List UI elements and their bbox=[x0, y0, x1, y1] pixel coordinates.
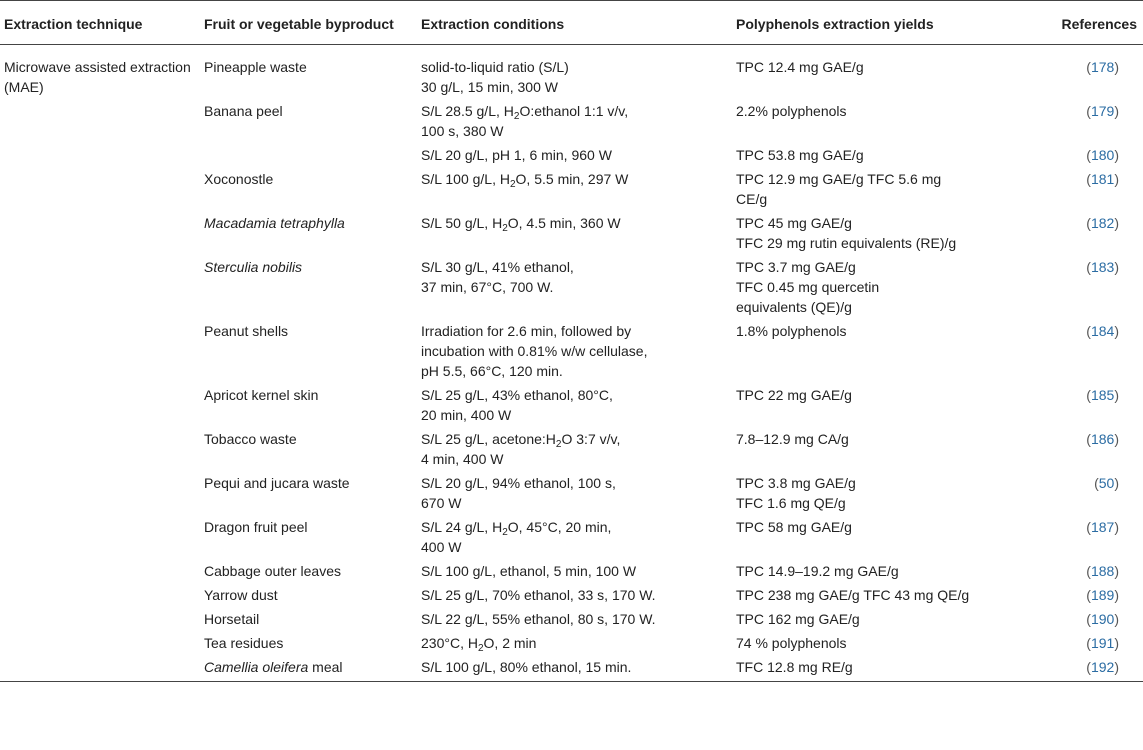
technique-cell: Microwave assisted extraction (MAE) bbox=[4, 59, 191, 95]
byproduct-cell: Dragon fruit peel bbox=[204, 519, 308, 535]
header-references: References bbox=[1035, 1, 1143, 45]
byproduct-cell: Apricot kernel skin bbox=[204, 387, 319, 403]
reference-cell: (179) bbox=[1086, 103, 1119, 119]
reference-link[interactable]: 184 bbox=[1090, 323, 1115, 339]
byproduct-cell bbox=[200, 257, 417, 321]
conditions-cell bbox=[417, 517, 732, 561]
table-row bbox=[0, 561, 1143, 585]
condition-line: S/L 50 g/L, $H_2O$, 4.5 min, 360 W bbox=[421, 215, 621, 234]
table-row bbox=[0, 385, 1143, 429]
byproduct-cell bbox=[200, 145, 417, 169]
byproduct-cell: Camellia oleifera meal bbox=[200, 657, 417, 682]
byproduct-cell: Pineapple waste bbox=[204, 59, 307, 75]
yield-line: 74 % polyphenols bbox=[736, 635, 847, 651]
yield-line: 7.8–12.9 mg CA/g bbox=[736, 431, 849, 447]
conditions-cell bbox=[417, 561, 732, 585]
reference-link[interactable]: 186 bbox=[1090, 431, 1115, 447]
table-row bbox=[0, 473, 1143, 517]
byproduct-cell: Cabbage outer leaves bbox=[204, 563, 341, 579]
reference-cell: (191) bbox=[1086, 635, 1119, 651]
byproduct-cell: Yarrow dust bbox=[204, 587, 278, 603]
yield-line: TPC 3.8 mg GAE/g bbox=[736, 475, 856, 491]
yield-line: TPC 22 mg GAE/g bbox=[736, 387, 852, 403]
reference-link[interactable]: 185 bbox=[1090, 387, 1115, 403]
conditions-cell bbox=[417, 213, 732, 257]
technique-cell bbox=[0, 257, 200, 321]
reference-link[interactable]: 182 bbox=[1090, 215, 1115, 231]
reference-link[interactable]: 189 bbox=[1090, 587, 1115, 603]
reference-cell: (189) bbox=[1086, 587, 1119, 603]
table-row bbox=[0, 429, 1143, 473]
conditions-cell bbox=[417, 657, 732, 682]
subscript: 2 bbox=[555, 439, 562, 450]
header-yields: Polyphenols extraction yields bbox=[732, 1, 1035, 45]
yield-line: TPC 3.7 mg GAE/g bbox=[736, 259, 856, 275]
table-row bbox=[0, 169, 1143, 213]
condition-line: S/L 25 g/L, $acetone:H_2O$ 3:7 v/v, bbox=[421, 431, 621, 450]
byproduct-cell: Peanut shells bbox=[204, 323, 289, 339]
yields-cell bbox=[732, 609, 1035, 633]
header-conditions: Extraction conditions bbox=[417, 1, 732, 45]
table-row bbox=[0, 257, 1143, 321]
subscript: 2 bbox=[502, 223, 508, 234]
byproduct-name: Camellia oleifera bbox=[204, 659, 309, 675]
subscript: 2 bbox=[477, 643, 484, 654]
conditions-cell bbox=[417, 169, 732, 213]
yield-line: TPC 12.4 mg GAE/g bbox=[736, 59, 864, 75]
yields-cell bbox=[732, 561, 1035, 585]
yields-cell bbox=[732, 517, 1035, 561]
condition-line: incubation with 0.81% w/w cellulase, bbox=[421, 343, 648, 359]
reference-cell: (184) bbox=[1086, 323, 1119, 339]
reference-cell: (183) bbox=[1086, 259, 1119, 275]
technique-cell bbox=[0, 633, 200, 657]
yield-line: TPC 162 mg GAE/g bbox=[736, 611, 860, 627]
yield-line: TPC 45 mg GAE/g bbox=[736, 215, 852, 231]
condition-line: S/L 100 g/L, 80% ethanol, 15 min. bbox=[421, 659, 632, 675]
reference-link[interactable]: 181 bbox=[1090, 171, 1115, 187]
header-row bbox=[0, 1, 1143, 45]
table-row bbox=[0, 657, 1143, 682]
reference-link[interactable]: 190 bbox=[1090, 611, 1115, 627]
byproduct-name: Macadamia tetraphylla bbox=[204, 215, 345, 231]
yields-cell bbox=[732, 257, 1035, 321]
header-technique: Extraction technique bbox=[0, 1, 200, 45]
condition-line: 4 min, 400 W bbox=[421, 451, 504, 467]
reference-cell: (186) bbox=[1086, 431, 1119, 447]
condition-line: 30 g/L, 15 min, 300 W bbox=[421, 79, 558, 95]
technique-cell bbox=[0, 145, 200, 169]
condition-line: S/L 25 g/L, 70% ethanol, 33 s, 170 W. bbox=[421, 587, 656, 603]
byproduct-cell: Horsetail bbox=[204, 611, 260, 627]
yield-line: TPC 53.8 mg GAE/g bbox=[736, 147, 864, 163]
yield-line: TPC 12.9 mg GAE/g TFC 5.6 mg bbox=[736, 171, 942, 187]
conditions-cell bbox=[417, 473, 732, 517]
condition-line: 20 min, 400 W bbox=[421, 407, 512, 423]
condition-line: S/L 24 g/L, $H_2O$, 45°C, 20 min, bbox=[421, 519, 612, 538]
conditions-cell bbox=[417, 385, 732, 429]
yields-cell bbox=[732, 145, 1035, 169]
yields-cell bbox=[732, 473, 1035, 517]
table-row bbox=[0, 609, 1143, 633]
reference-link[interactable]: 191 bbox=[1090, 635, 1115, 651]
byproduct-cell: Tea residues bbox=[204, 635, 284, 651]
condition-line: solid-to-liquid ratio (S/L) bbox=[421, 59, 569, 75]
condition-line: pH 5.5, 66°C, 120 min. bbox=[421, 363, 563, 379]
condition-line: 230°C, $H_2O$, 2 min bbox=[421, 635, 537, 654]
technique-cell bbox=[0, 213, 200, 257]
technique-cell bbox=[0, 169, 200, 213]
condition-line: 100 s, 380 W bbox=[421, 123, 504, 139]
reference-link[interactable]: 178 bbox=[1090, 59, 1115, 75]
conditions-cell bbox=[417, 45, 732, 102]
reference-cell: (185) bbox=[1086, 387, 1119, 403]
conditions-cell bbox=[417, 585, 732, 609]
yields-cell bbox=[732, 657, 1035, 682]
byproduct-cell: Tobacco waste bbox=[204, 431, 297, 447]
yields-cell bbox=[732, 101, 1035, 145]
reference-link[interactable]: 192 bbox=[1090, 659, 1115, 675]
yield-line: TFC 1.6 mg QE/g bbox=[736, 495, 846, 511]
yield-line: TPC 14.9–19.2 mg GAE/g bbox=[736, 563, 899, 579]
table-row bbox=[0, 45, 1143, 102]
conditions-cell bbox=[417, 257, 732, 321]
reference-cell: (190) bbox=[1086, 611, 1119, 627]
yield-line: 1.8% polyphenols bbox=[736, 323, 847, 339]
table-row bbox=[0, 517, 1143, 561]
byproduct-name: Sterculia nobilis bbox=[204, 259, 303, 275]
reference-cell: (181) bbox=[1086, 171, 1119, 187]
byproduct-cell bbox=[200, 213, 417, 257]
conditions-cell bbox=[417, 101, 732, 145]
technique-cell bbox=[0, 609, 200, 633]
reference-cell: (187) bbox=[1086, 519, 1119, 535]
yield-line: TFC 12.8 mg RE/g bbox=[736, 659, 853, 675]
table-row bbox=[0, 145, 1143, 169]
technique-cell bbox=[0, 585, 200, 609]
reference-link[interactable]: 187 bbox=[1090, 519, 1115, 535]
table-row bbox=[0, 321, 1143, 385]
technique-cell bbox=[0, 657, 200, 682]
technique-cell bbox=[0, 473, 200, 517]
condition-line: S/L 100 g/L, ethanol, 5 min, 100 W bbox=[421, 563, 637, 579]
technique-cell bbox=[0, 321, 200, 385]
table-row bbox=[0, 101, 1143, 145]
condition-line: S/L 22 g/L, 55% ethanol, 80 s, 170 W. bbox=[421, 611, 656, 627]
byproduct-cell: Banana peel bbox=[204, 103, 283, 119]
yields-cell bbox=[732, 213, 1035, 257]
yield-line: TFC 29 mg rutin equivalents (RE)/g bbox=[736, 235, 957, 251]
reference-cell: (50) bbox=[1094, 475, 1119, 491]
yield-line: CE/g bbox=[736, 191, 768, 207]
yield-line: TFC 0.45 mg quercetin bbox=[736, 279, 880, 295]
reference-link[interactable]: 50 bbox=[1098, 475, 1115, 491]
reference-link[interactable]: 183 bbox=[1090, 259, 1115, 275]
yield-line: 2.2% polyphenols bbox=[736, 103, 847, 119]
conditions-cell bbox=[417, 145, 732, 169]
technique-cell bbox=[0, 385, 200, 429]
reference-cell: (178) bbox=[1086, 59, 1119, 75]
technique-cell bbox=[0, 101, 200, 145]
byproduct-cell: Xoconostle bbox=[204, 171, 274, 187]
yields-cell bbox=[732, 429, 1035, 473]
header-byproduct: Fruit or vegetable byproduct bbox=[200, 1, 417, 45]
yield-line: TPC 58 mg GAE/g bbox=[736, 519, 852, 535]
reference-link[interactable]: 179 bbox=[1090, 103, 1115, 119]
yield-line: equivalents (QE)/g bbox=[736, 299, 852, 315]
technique-cell bbox=[0, 429, 200, 473]
condition-line: S/L 25 g/L, 43% ethanol, 80°C, bbox=[421, 387, 613, 403]
subscript: 2 bbox=[513, 111, 520, 122]
conditions-cell bbox=[417, 429, 732, 473]
byproduct-cell: Pequi and jucara waste bbox=[204, 475, 350, 491]
technique-cell bbox=[0, 561, 200, 585]
condition-line: S/L 100 g/L, $H_2O$, 5.5 min, 297 W bbox=[421, 171, 629, 190]
technique-cell bbox=[0, 517, 200, 561]
condition-line: 400 W bbox=[421, 539, 462, 555]
subscript: 2 bbox=[502, 527, 508, 538]
yields-cell bbox=[732, 633, 1035, 657]
reference-cell: (182) bbox=[1086, 215, 1119, 231]
reference-cell: (180) bbox=[1086, 147, 1119, 163]
yields-cell bbox=[732, 45, 1035, 102]
table-row bbox=[0, 633, 1143, 657]
yields-cell bbox=[732, 585, 1035, 609]
yields-cell bbox=[732, 321, 1035, 385]
reference-link[interactable]: 188 bbox=[1090, 563, 1115, 579]
condition-line: S/L 30 g/L, 41% ethanol, bbox=[421, 259, 574, 275]
conditions-cell bbox=[417, 633, 732, 657]
condition-line: 670 W bbox=[421, 495, 462, 511]
reference-link[interactable]: 180 bbox=[1090, 147, 1115, 163]
condition-line: S/L 20 g/L, pH 1, 6 min, 960 W bbox=[421, 147, 612, 163]
subscript: 2 bbox=[509, 179, 516, 190]
condition-line: S/L 28.5 g/L, $H_2O:ethanol$ 1:1 v/v, bbox=[421, 103, 629, 122]
yields-cell bbox=[732, 169, 1035, 213]
yields-cell bbox=[732, 385, 1035, 429]
reference-cell: (188) bbox=[1086, 563, 1119, 579]
condition-line: 37 min, 67°C, 700 W. bbox=[421, 279, 554, 295]
table-row bbox=[0, 585, 1143, 609]
condition-line: Irradiation for 2.6 min, followed by bbox=[421, 323, 632, 339]
condition-line: S/L 20 g/L, 94% ethanol, 100 s, bbox=[421, 475, 616, 491]
conditions-cell bbox=[417, 609, 732, 633]
reference-cell: (192) bbox=[1035, 657, 1143, 682]
conditions-cell bbox=[417, 321, 732, 385]
table-row bbox=[0, 213, 1143, 257]
yield-line: TPC 238 mg GAE/g TFC 43 mg QE/g bbox=[736, 587, 970, 603]
